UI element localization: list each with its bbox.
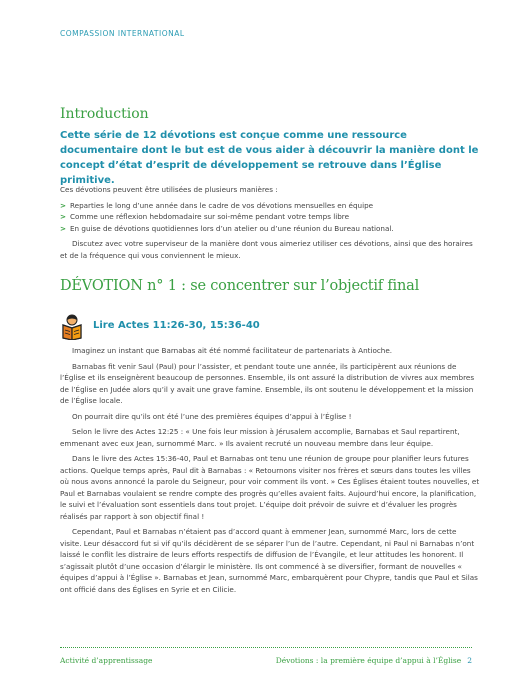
discuss-text: Discutez avec votre superviseur de la manière dont vous aimeriez utiliser ces dévotions, ainsi que des horaires et de la fréquence qui vous conviennent le mieux.: [60, 239, 473, 260]
intro-title: Introduction: [60, 106, 149, 122]
footer-doc-title: Dévotions : la première équipe d’appui à l’Église: [275, 656, 462, 665]
list-item: [60, 200, 480, 212]
footer-title: [276, 656, 472, 665]
intro-body: [60, 184, 480, 261]
devotion-body: [60, 345, 480, 599]
footer-activity: Activité d’apprentissage: [60, 656, 153, 665]
footer-divider: [60, 647, 472, 648]
intro-lead: Cette série de 12 dévotions est conçue comme une ressource documentaire dont le but est de vous aider à découvrir la manière dont le concept d’état d’esprit de développement se retrouve dans l’Église primitive.: [60, 130, 479, 186]
list-item-text: Reparties le long d’une année dans le cadre de vos dévotions mensuelles en équipe: [70, 200, 374, 210]
chevron-right-icon: >: [60, 223, 67, 233]
reading-reference: Lire Actes 11:26-30, 15:36-40: [93, 320, 260, 331]
list-item-text: Comme une réflexion hebdomadaire sur soi-même pendant votre temps libre: [70, 212, 349, 221]
list-item: [60, 211, 480, 223]
paragraph: Dans le livre des Actes 15:36-40, Paul et Barnabas ont tenu une réunion de groupe pour planifier leurs futures actions. Quelque temps après, Paul dit à Barnabas : « Retournons visiter nos frères et sœurs dans toutes les villes où nous avons annoncé la parole du Seigneur, pour voir comment ils vont. » Ces Églises étaient toutes nouvelles, et Paul et Barnabas voulaient se rendre compte des progrès qu’elles avaient faits. Aujourd’hui encore, la planification, le suivi et l’évaluation sont essentiels dans tout projet. L’équipe doit prévoir de suivre et d’évaluer les progrès réalisés par rapport à son objectif final !: [60, 454, 480, 521]
page-number: 2: [467, 656, 472, 665]
chevron-right-icon: >: [60, 212, 67, 221]
paragraph: Selon le livre des Actes 12:25 : « Une fois leur mission à Jérusalem accomplie, Barnabas et Saul repartirent, emmenant avec eux Jean, surnommé Marc. » Ils avaient recruté un nouveau membre dans leur équipe.: [60, 427, 460, 448]
reader-icon: [60, 314, 84, 340]
paragraph: Imaginez un instant que Barnabas ait été nommé facilitateur de partenariats à Antioche.: [72, 346, 393, 355]
chevron-right-icon: >: [60, 200, 67, 210]
list-item-text: En guise de dévotions quotidiennes lors d’un atelier ou d’une réunion du Bureau national.: [70, 223, 394, 233]
paragraph: On pourrait dire qu’ils ont été l’une des premières équipes d’appui à l’Église !: [72, 411, 352, 421]
usage-list: [60, 200, 480, 235]
usage-text: Ces dévotions peuvent être utilisées de plusieurs manières :: [60, 185, 278, 194]
paragraph: Barnabas fit venir Saul (Paul) pour l’assister, et pendant toute une année, ils participèrent aux réunions de l’Église et ils enseignèrent beaucoup de personnes. Ensemble, ils ont assuré la distribution de vivres aux membres de l’Église en Judée alors qu’il y avait une grave famine. Ensemble, ils ont soutenu le développement et la mission de l’Église locale.: [60, 361, 475, 405]
paragraph: Cependant, Paul et Barnabas n’étaient pas d’accord quant à emmener Jean, surnommé Marc, lors de cette visite. Leur désaccord fut si vif qu’ils décidèrent de se séparer l’un de l’autre. Cependant, ni Paul ni Barnabas n’ont laissé le conflit les distraire de leurs efforts respectifs de diffusion de l’Évangile, et leur attitudes les honorent. Il s’agissait plutôt d’une occasion d’élargir le ministère. Ils ont commencé à se diversifier, formant de nouvelles « équipes d’appui à l’Église ». Barnabas et Jean, surnommé Marc, embarquèrent pour Chypre, tandis que Paul et Silas ont officié dans des Églises en Syrie et en Cilicie.: [60, 527, 478, 594]
devotion-title: DÉVOTION n° 1 : se concentrer sur l’objectif final: [60, 278, 420, 294]
list-item: [60, 223, 480, 235]
header-org: COMPASSION INTERNATIONAL: [60, 29, 185, 38]
